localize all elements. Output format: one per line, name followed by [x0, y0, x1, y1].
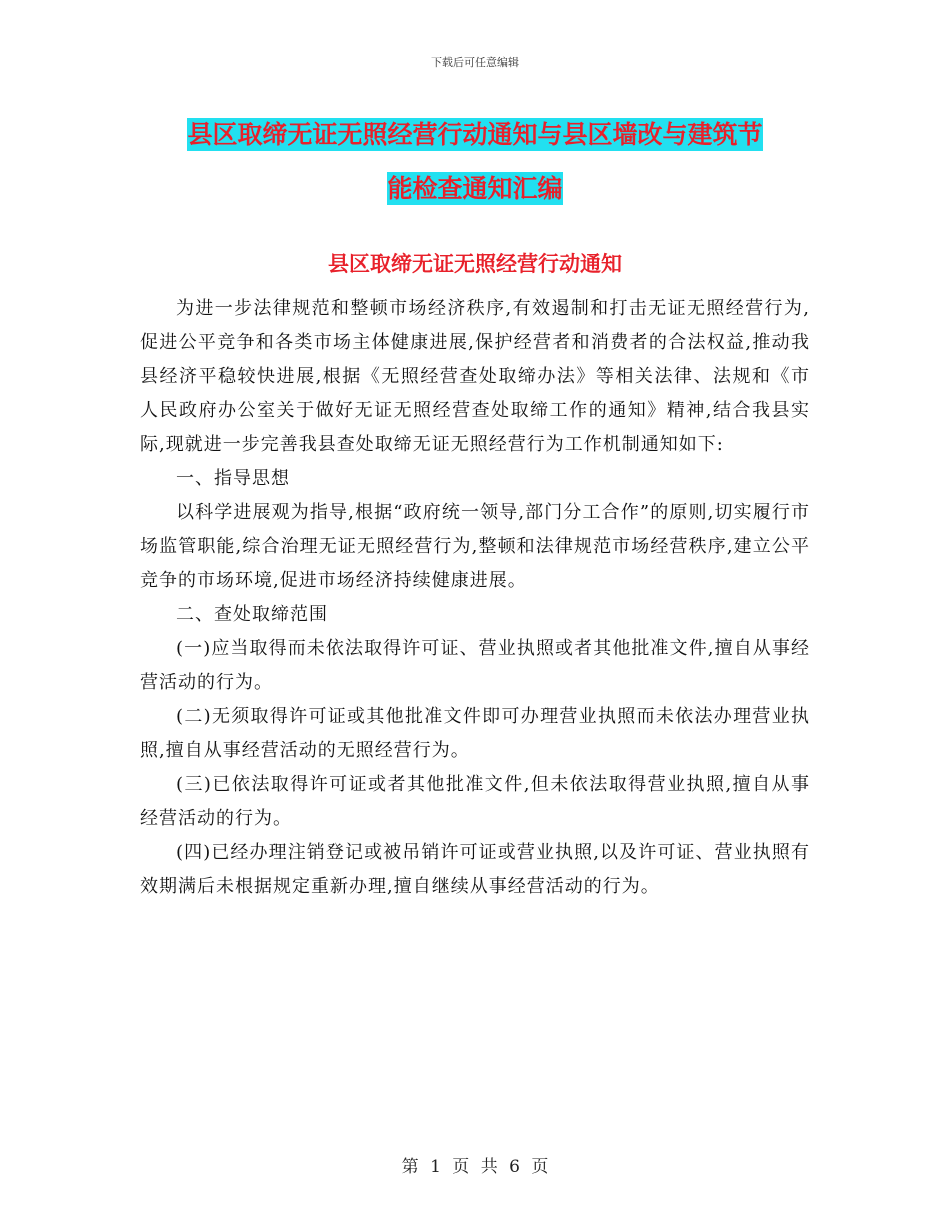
document-body: [140, 292, 810, 904]
heading-scope: 二、查处取缔范围: [176, 604, 328, 625]
heading-guiding-principle: 一、指导思想: [176, 468, 290, 489]
document-title-line-2: 能检查通知汇编: [387, 174, 563, 203]
paragraph-guiding-principle: 以科学进展观为指导,根据“政府统一领导,部门分工合作”的原则,切实履行市场监管职能,综合治理无证无照经营行为,整顿和法律规范市场经营秩序,建立公平竞争的市场环境,促进市场经济持续健康进展。: [140, 502, 810, 591]
paragraph-scope-item-3: (三)已依法取得许可证或者其他批准文件,但未依法取得营业执照,擅自从事经营活动的行为。: [140, 774, 810, 829]
paragraph-scope-item-4: (四)已经办理注销登记或被吊销许可证或营业执照,以及许可证、营业执照有效期满后未根据规定重新办理,擅自继续从事经营活动的行为。: [140, 842, 810, 897]
document-title: [140, 108, 810, 216]
header-note: 下载后可任意编辑: [431, 56, 519, 69]
document-title-line-1: 县区取缔无证无照经营行动通知与县区墙改与建筑节: [187, 120, 763, 149]
page-number: 第 1 页 共 6 页: [401, 1157, 549, 1177]
paragraph-scope-item-1: (一)应当取得而未依法取得许可证、营业执照或者其他批准文件,擅自从事经营活动的行为。: [140, 638, 810, 693]
paragraph-intro: 为进一步法律规范和整顿市场经济秩序,有效遏制和打击无证无照经营行为,促进公平竞争和各类市场主体健康进展,保护经营者和消费者的合法权益,推动我县经济平稳较快进展,根据《无照经营查处取缔办法》等相关法律、法规和《市人民政府办公室关于做好无证无照经营查处取缔工作的通知》精神,结合我县实际,现就进一步完善我县查处取缔无证无照经营行为工作机制通知如下:: [140, 298, 810, 455]
section-title: 县区取缔无证无照经营行动通知: [328, 252, 622, 276]
paragraph-scope-item-2: (二)无须取得许可证或其他批准文件即可办理营业执照而未依法办理营业执照,擅自从事经营活动的无照经营行为。: [140, 706, 810, 761]
